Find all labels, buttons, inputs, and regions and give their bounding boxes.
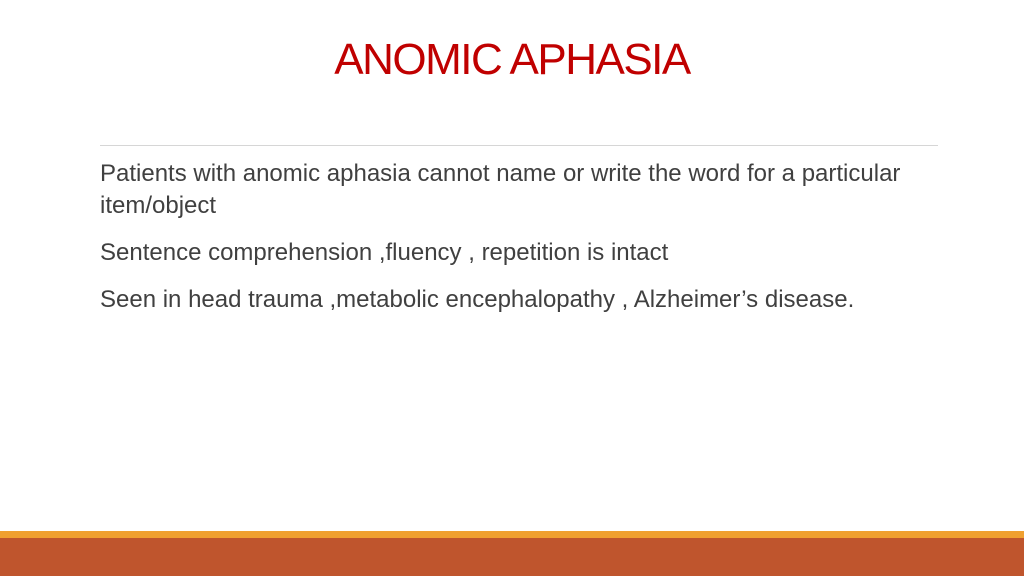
footer-accent-bar-thin	[0, 531, 1024, 538]
footer-accent-bar-thick	[0, 538, 1024, 576]
title-divider	[100, 145, 938, 146]
body-paragraph-2: Sentence comprehension ,fluency , repetition is intact	[100, 239, 669, 266]
body-paragraph-3: Seen in head trauma ,metabolic encephalopathy , Alzheimer’s disease.	[100, 286, 855, 313]
slide-body	[100, 158, 938, 331]
body-paragraph-1: Patients with anomic aphasia cannot name or write the word for a particular item/object	[100, 160, 901, 219]
slide-title: ANOMIC APHASIA	[334, 35, 690, 84]
